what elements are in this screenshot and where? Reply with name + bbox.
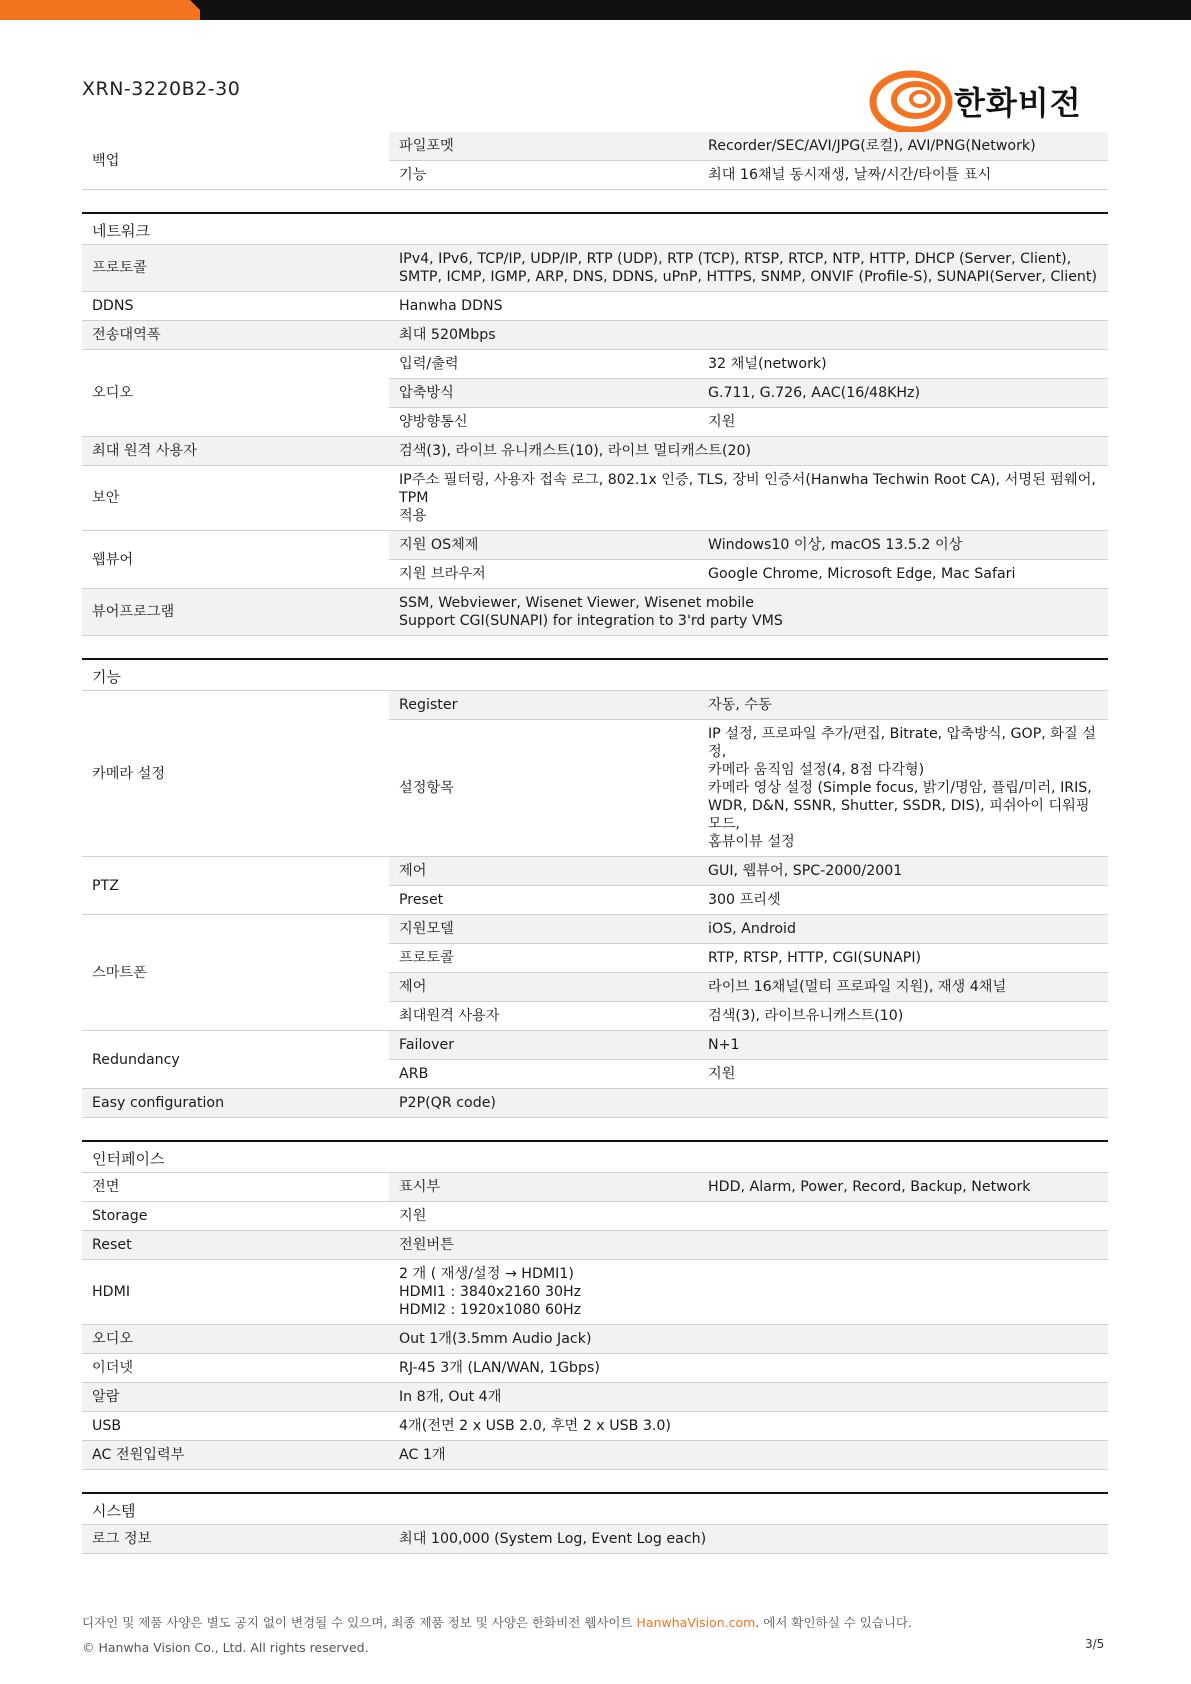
spec-row (82, 245, 1108, 292)
spec-label: HDMI (82, 1260, 389, 1325)
spec-value: G.711, G.726, AAC(16/48KHz) (698, 379, 1108, 408)
spec-label: 카메라 설정 (82, 691, 389, 857)
copyright: © Hanwha Vision Co., Ltd. All rights reserved. (82, 1640, 369, 1655)
spec-value: In 8개, Out 4개 (389, 1383, 1108, 1412)
spec-value: Hanwha DDNS (389, 292, 1108, 321)
spec-row (82, 1412, 1108, 1441)
section-gap (82, 1470, 1108, 1492)
page-number: 3/5 (1085, 1637, 1105, 1651)
spec-row (82, 857, 1108, 886)
spec-row (82, 437, 1108, 466)
spec-value: IP주소 필터링, 사용자 접속 로그, 802.1x 인증, TLS, 장비 인증서(Hanwha Techwin Root CA), 서명된 펌웨어, TPM 적용 (389, 466, 1108, 531)
spec-row (82, 1031, 1108, 1060)
spec-value: IPv4, IPv6, TCP/IP, UDP/IP, RTP (UDP), RTP (TCP), RTSP, RTCP, NTP, HTTP, DHCP (Server, Client), SMTP, ICMP, IGMP, ARP, DNS, DDNS, uPnP, HTTPS, SNMP, ONVIF (Profile-S), SUNAPI(Server, Client) (389, 245, 1108, 292)
spec-label: 전송대역폭 (82, 321, 389, 350)
spec-sublabel: 설정항목 (389, 720, 698, 857)
spec-content (82, 132, 1108, 1554)
model-number: XRN-3220B2-30 (82, 78, 241, 100)
spec-value: Google Chrome, Microsoft Edge, Mac Safari (698, 560, 1108, 589)
spec-value: 2 개 ( 재생/설정 → HDMI1) HDMI1 : 3840x2160 30Hz HDMI2 : 1920x1080 60Hz (389, 1260, 1108, 1325)
spec-label: Easy configuration (82, 1089, 389, 1118)
spec-value: 검색(3), 라이브유니캐스트(10) (698, 1002, 1108, 1031)
spec-value: 검색(3), 라이브 유니캐스트(10), 라이브 멀티캐스트(20) (389, 437, 1108, 466)
spec-row (82, 589, 1108, 636)
spec-label: 전면 (82, 1173, 389, 1202)
spec-label: PTZ (82, 857, 389, 915)
spec-label: 스마트폰 (82, 915, 389, 1031)
spec-row (82, 1383, 1108, 1412)
spec-sublabel: 최대원격 사용자 (389, 1002, 698, 1031)
spec-sublabel: 기능 (389, 161, 698, 190)
section-gap (82, 636, 1108, 658)
spec-label: 이더넷 (82, 1354, 389, 1383)
spec-value: P2P(QR code) (389, 1089, 1108, 1118)
spec-value: 4개(전면 2 x USB 2.0, 후면 2 x USB 3.0) (389, 1412, 1108, 1441)
spec-sublabel: 프로토콜 (389, 944, 698, 973)
spec-row (82, 531, 1108, 560)
disclaimer-text: 디자인 및 제품 사양은 별도 공지 없이 변경될 수 있으며, 최종 제품 정보 및 사양은 한화비전 웹사이트 (82, 1615, 637, 1630)
spec-row (82, 1525, 1108, 1554)
spec-sublabel: 파일포멧 (389, 132, 698, 161)
spec-row (82, 1173, 1108, 1202)
spec-sublabel: 지원 OS체제 (389, 531, 698, 560)
spec-sublabel: 제어 (389, 973, 698, 1002)
spec-value: 최대 16채널 동시재생, 날짜/시간/타이틀 표시 (698, 161, 1108, 190)
section-title: 네트워크 (82, 212, 1108, 245)
spec-sublabel: Preset (389, 886, 698, 915)
section-title: 인터페이스 (82, 1140, 1108, 1173)
spec-table (82, 1173, 1108, 1470)
spec-row (82, 1441, 1108, 1470)
spec-value: iOS, Android (698, 915, 1108, 944)
spec-value: IP 설정, 프로파일 추가/편집, Bitrate, 압축방식, GOP, 화질 설정, 카메라 움직임 설정(4, 8점 다각형) 카메라 영상 설정 (Simple focus, 밝기/명암, 플립/미러, IRIS, WDR, D&N, SSNR, Shutter, SSDR, DIS), 피쉬아이 디워핑 모드, 홈뷰이뷰 설정 (698, 720, 1108, 857)
spec-row (82, 691, 1108, 720)
spec-value: 지원 (698, 1060, 1108, 1089)
spec-label: Redundancy (82, 1031, 389, 1089)
spec-table (82, 245, 1108, 636)
spec-value: RJ-45 3개 (LAN/WAN, 1Gbps) (389, 1354, 1108, 1383)
spec-sublabel: 양방향통신 (389, 408, 698, 437)
spec-row (82, 1089, 1108, 1118)
spec-value: 전원버튼 (389, 1231, 1108, 1260)
spec-label: 로그 정보 (82, 1525, 389, 1554)
spec-label: Reset (82, 1231, 389, 1260)
spec-row (82, 292, 1108, 321)
logo-text: 한화비전 (954, 84, 1082, 122)
website-link[interactable]: HanwhaVision.com (636, 1615, 756, 1630)
spec-value: 라이브 16채널(멀티 프로파일 지원), 재생 4채널 (698, 973, 1108, 1002)
spec-sublabel: 입력/출력 (389, 350, 698, 379)
spec-row (82, 466, 1108, 531)
spec-value: AC 1개 (389, 1441, 1108, 1470)
spec-row (82, 1260, 1108, 1325)
spec-sublabel: 지원 브라우저 (389, 560, 698, 589)
spec-row (82, 1202, 1108, 1231)
spec-label: USB (82, 1412, 389, 1441)
spec-row (82, 915, 1108, 944)
spec-value: 300 프리셋 (698, 886, 1108, 915)
section-gap (82, 1118, 1108, 1140)
spec-label: 웹뷰어 (82, 531, 389, 589)
spec-value: Out 1개(3.5mm Audio Jack) (389, 1325, 1108, 1354)
spec-label: AC 전원입력부 (82, 1441, 389, 1470)
spec-sublabel: Register (389, 691, 698, 720)
spec-label: 최대 원격 사용자 (82, 437, 389, 466)
spec-value: 자동, 수동 (698, 691, 1108, 720)
spec-label: DDNS (82, 292, 389, 321)
spec-row (82, 132, 1108, 161)
spec-label: Storage (82, 1202, 389, 1231)
hanwha-vision-logo (868, 66, 1088, 138)
spec-sublabel: 제어 (389, 857, 698, 886)
spec-label: 백업 (82, 132, 389, 190)
spec-row (82, 1231, 1108, 1260)
spec-sublabel: ARB (389, 1060, 698, 1089)
spec-label: 오디오 (82, 1325, 389, 1354)
spec-sublabel: 지원모델 (389, 915, 698, 944)
spec-table (82, 1525, 1108, 1554)
section-title: 기능 (82, 658, 1108, 691)
spec-value: 최대 100,000 (System Log, Event Log each) (389, 1525, 1108, 1554)
spec-value: 지원 (389, 1202, 1108, 1231)
section-gap (82, 190, 1108, 212)
section-title: 시스템 (82, 1492, 1108, 1525)
spec-label: 뷰어프로그램 (82, 589, 389, 636)
spec-label: 보안 (82, 466, 389, 531)
spec-sublabel: Failover (389, 1031, 698, 1060)
spec-sublabel: 압축방식 (389, 379, 698, 408)
spec-value: 32 채널(network) (698, 350, 1108, 379)
spec-table (82, 132, 1108, 190)
spec-value: SSM, Webviewer, Wisenet Viewer, Wisenet mobile Support CGI(SUNAPI) for integration to 3'rd party VMS (389, 589, 1108, 636)
spec-value: Recorder/SEC/AVI/JPG(로컬), AVI/PNG(Network) (698, 132, 1108, 161)
disclaimer-suffix: . 에서 확인하실 수 있습니다. (755, 1615, 912, 1630)
spec-row (82, 1354, 1108, 1383)
spec-value: RTP, RTSP, HTTP, CGI(SUNAPI) (698, 944, 1108, 973)
spec-row (82, 321, 1108, 350)
spec-value: Windows10 이상, macOS 13.5.2 이상 (698, 531, 1108, 560)
spec-label: 오디오 (82, 350, 389, 437)
spec-value: GUI, 웹뷰어, SPC-2000/2001 (698, 857, 1108, 886)
top-bar-accent (0, 0, 200, 20)
swirl-logo-icon (868, 66, 954, 138)
spec-table (82, 691, 1108, 1118)
spec-sublabel: 표시부 (389, 1173, 698, 1202)
spec-value: 최대 520Mbps (389, 321, 1108, 350)
spec-label: 프로토콜 (82, 245, 389, 292)
spec-value: HDD, Alarm, Power, Record, Backup, Network (698, 1173, 1108, 1202)
disclaimer (82, 1613, 912, 1631)
spec-row (82, 1325, 1108, 1354)
spec-label: 알람 (82, 1383, 389, 1412)
spec-value: N+1 (698, 1031, 1108, 1060)
spec-row (82, 350, 1108, 379)
spec-value: 지원 (698, 408, 1108, 437)
